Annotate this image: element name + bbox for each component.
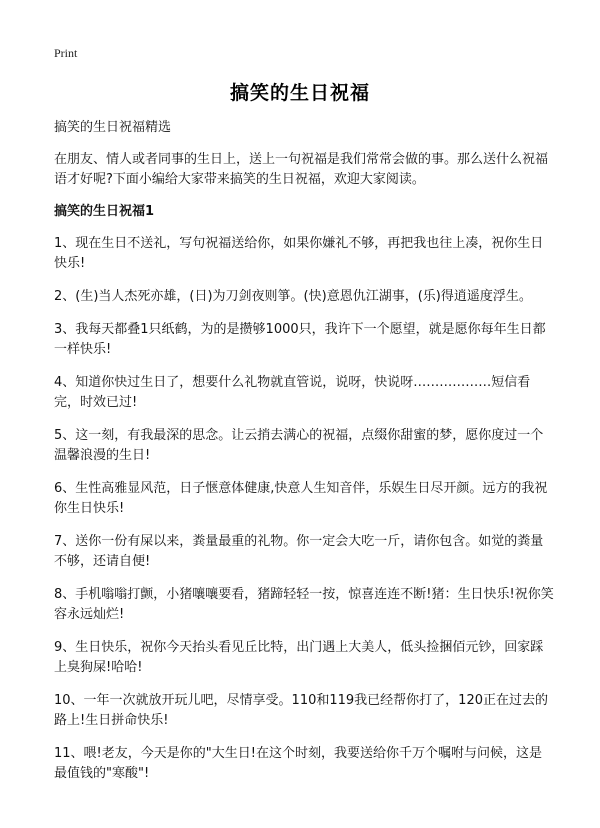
list-item: 10、一年一次就放开玩儿吧，尽情享受。110和119我已经帮你打了，120正在过去的路上!生日拼命快乐!: [54, 693, 548, 728]
section-heading: 搞笑的生日祝福1: [54, 204, 155, 219]
list-item: 5、这一刻，有我最深的思念。让云捎去满心的祝福，点缀你甜蜜的梦，愿你度过一个温馨浪漫的生日!: [54, 428, 544, 463]
list-item: 11、喂!老友，今天是你的"大生日!在这个时刻，我要送给你千万个嘱咐与问候，这是最值钱的"寒酸"!: [54, 746, 542, 781]
list-item: 7、送你一份有屎以来，粪量最重的礼物。你一定会大吃一斤，请你包含。如觉的粪量不够，还请自便!: [54, 534, 544, 569]
list-item: 4、知道你快过生日了，想要什么礼物就直管说，说呀，快说呀………………短信看完，时效已过!: [54, 375, 531, 410]
page-title: 搞笑的生日祝福: [229, 82, 370, 104]
article-intro: 在朋友、情人或者同事的生日上，送上一句祝福是我们常常会做的事。那么送什么祝福语才好呢?下面小编给大家带来搞笑的生日祝福，欢迎大家阅读。: [54, 152, 549, 187]
list-item: 6、生性高雅显风范，日子惬意体健康,快意人生知音伴，乐娱生日尽开颜。远方的我祝你生日快乐!: [54, 481, 548, 516]
article-subtitle: 搞笑的生日祝福精选: [54, 120, 172, 135]
list-item: 9、生日快乐，祝你今天抬头看见丘比特，出门遇上大美人，低头捡捆佰元钞，回家踩上臭狗屎!哈哈!: [54, 640, 544, 675]
list-item: 1、现在生日不送礼，写句祝福送给你，如果你嫌礼不够，再把我也往上凑，祝你生日快乐!: [54, 236, 544, 271]
article-body: [54, 118, 554, 797]
list-item: 2、(生)当人杰死亦雄，(日)为刀剑夜则箏。(快)意恩仇江湖事，(乐)得逍遥度浮生。: [54, 289, 532, 304]
list-item: 8、手机嗡嗡打颤，小猪嚷嚷要看，猪蹄轻轻一按，惊喜连连不断!猪：生日快乐!祝你笑容永远灿烂!: [54, 587, 554, 622]
list-item: 3、我每天都叠1只纸鹤，为的是攒够1000只，我许下一个愿望，就是愿你每年生日都一样快乐!: [54, 322, 546, 357]
print-label: Print: [54, 46, 78, 60]
